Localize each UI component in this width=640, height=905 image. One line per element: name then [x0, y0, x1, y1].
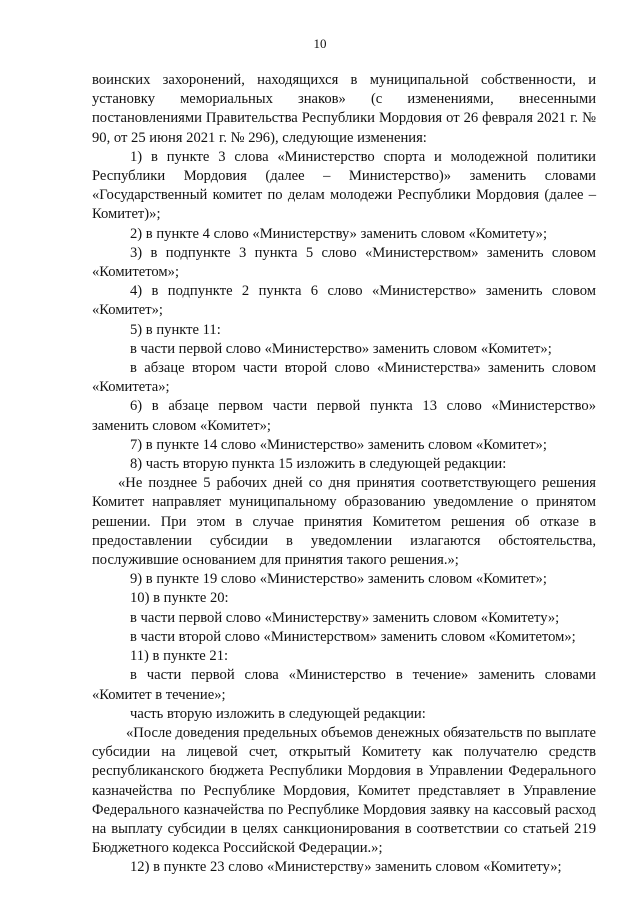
- paragraph-item-11-quote: «После доведения предельных объемов денежных обязательств по выплате субсидии на лицевой счет, открытый Комитету как получателю средств республиканского бюджета Республики Мордовия в Управлении Федерального казначейства по Республике Мордовия, Комитет представляет в Управление Федерального казначейства по Республике Мордовия заявку на кассовый расход на выплату субсидии в целях санкционирования в соответствии со статьей 219 Бюджетного кодекса Российской Федерации.»;: [92, 724, 596, 857]
- paragraph-item-4: 4) в подпункте 2 пункта 6 слово «Министерство» заменить словом «Комитет»;: [92, 283, 596, 319]
- paragraph-item-5-part-1: в части первой слово «Министерство» заменить словом «Комитет»;: [130, 340, 552, 357]
- document-body: [92, 71, 596, 878]
- paragraph-item-7: 7) в пункте 14 слово «Министерство» заменить словом «Комитет»;: [130, 436, 547, 453]
- paragraph-intro-continuation: воинских захоронений, находящихся в муниципальной собственности, и установку мемориальных знаков» (с изменениями, внесенными постановлениями Правительства Республики Мордовия от 26 февраля 2021 г. № 90, от 25 июня 2021 г. № 296), следующие изменения:: [92, 72, 596, 146]
- paragraph-item-5: 5) в пункте 11:: [130, 321, 221, 338]
- paragraph-item-10-part-1: в части первой слово «Министерству» заменить словом «Комитету»;: [130, 609, 560, 626]
- page-number: 10: [313, 36, 327, 51]
- paragraph-item-6: 6) в абзаце первом части первой пункта 13 слово «Министерство» заменить словом «Комитет»;: [92, 398, 596, 434]
- paragraph-item-1: 1) в пункте 3 слова «Министерство спорта и молодежной политики Республики Мордовия (далее – Министерство)» заменить словами «Государственный комитет по делам молодежи Республики Мордовия (далее – Комитет)»;: [92, 148, 596, 223]
- paragraph-item-11: 11) в пункте 21:: [130, 648, 229, 665]
- paragraph-item-8-quote: «Не позднее 5 рабочих дней со дня принятия соответствующего решения Комитет направляет муниципальному образованию уведомление о принятом решении. При этом в случае принятия Комитетом решения об отказе в предоставлении субсидии в уведомлении излагаются обстоятельства, послужившие основанием для принятия такого решения.»;: [92, 475, 596, 569]
- paragraph-item-11-part-1: в части первой слова «Министерство в течение» заменить словами «Комитет в течение»;: [92, 667, 596, 703]
- paragraph-item-9: 9) в пункте 19 слово «Министерство» заменить словом «Комитет»;: [130, 571, 547, 588]
- paragraph-item-2: 2) в пункте 4 слово «Министерству» заменить словом «Комитету»;: [130, 225, 548, 242]
- paragraph-item-10: 10) в пункте 20:: [130, 590, 229, 607]
- paragraph-item-11-part-2: часть вторую изложить в следующей редакции:: [130, 705, 426, 722]
- paragraph-item-8: 8) часть вторую пункта 15 изложить в следующей редакции:: [130, 456, 507, 473]
- paragraph-item-5-part-2: в абзаце втором части второй слово «Министерства» заменить словом «Комитета»;: [92, 360, 596, 396]
- paragraph-item-3: 3) в подпункте 3 пункта 5 слово «Министерством» заменить словом «Комитетом»;: [92, 244, 596, 281]
- paragraph-item-12: 12) в пункте 23 слово «Министерству» заменить словом «Комитету»;: [130, 859, 562, 876]
- paragraph-item-10-part-2: в части второй слово «Министерством» заменить словом «Комитетом»;: [130, 628, 576, 645]
